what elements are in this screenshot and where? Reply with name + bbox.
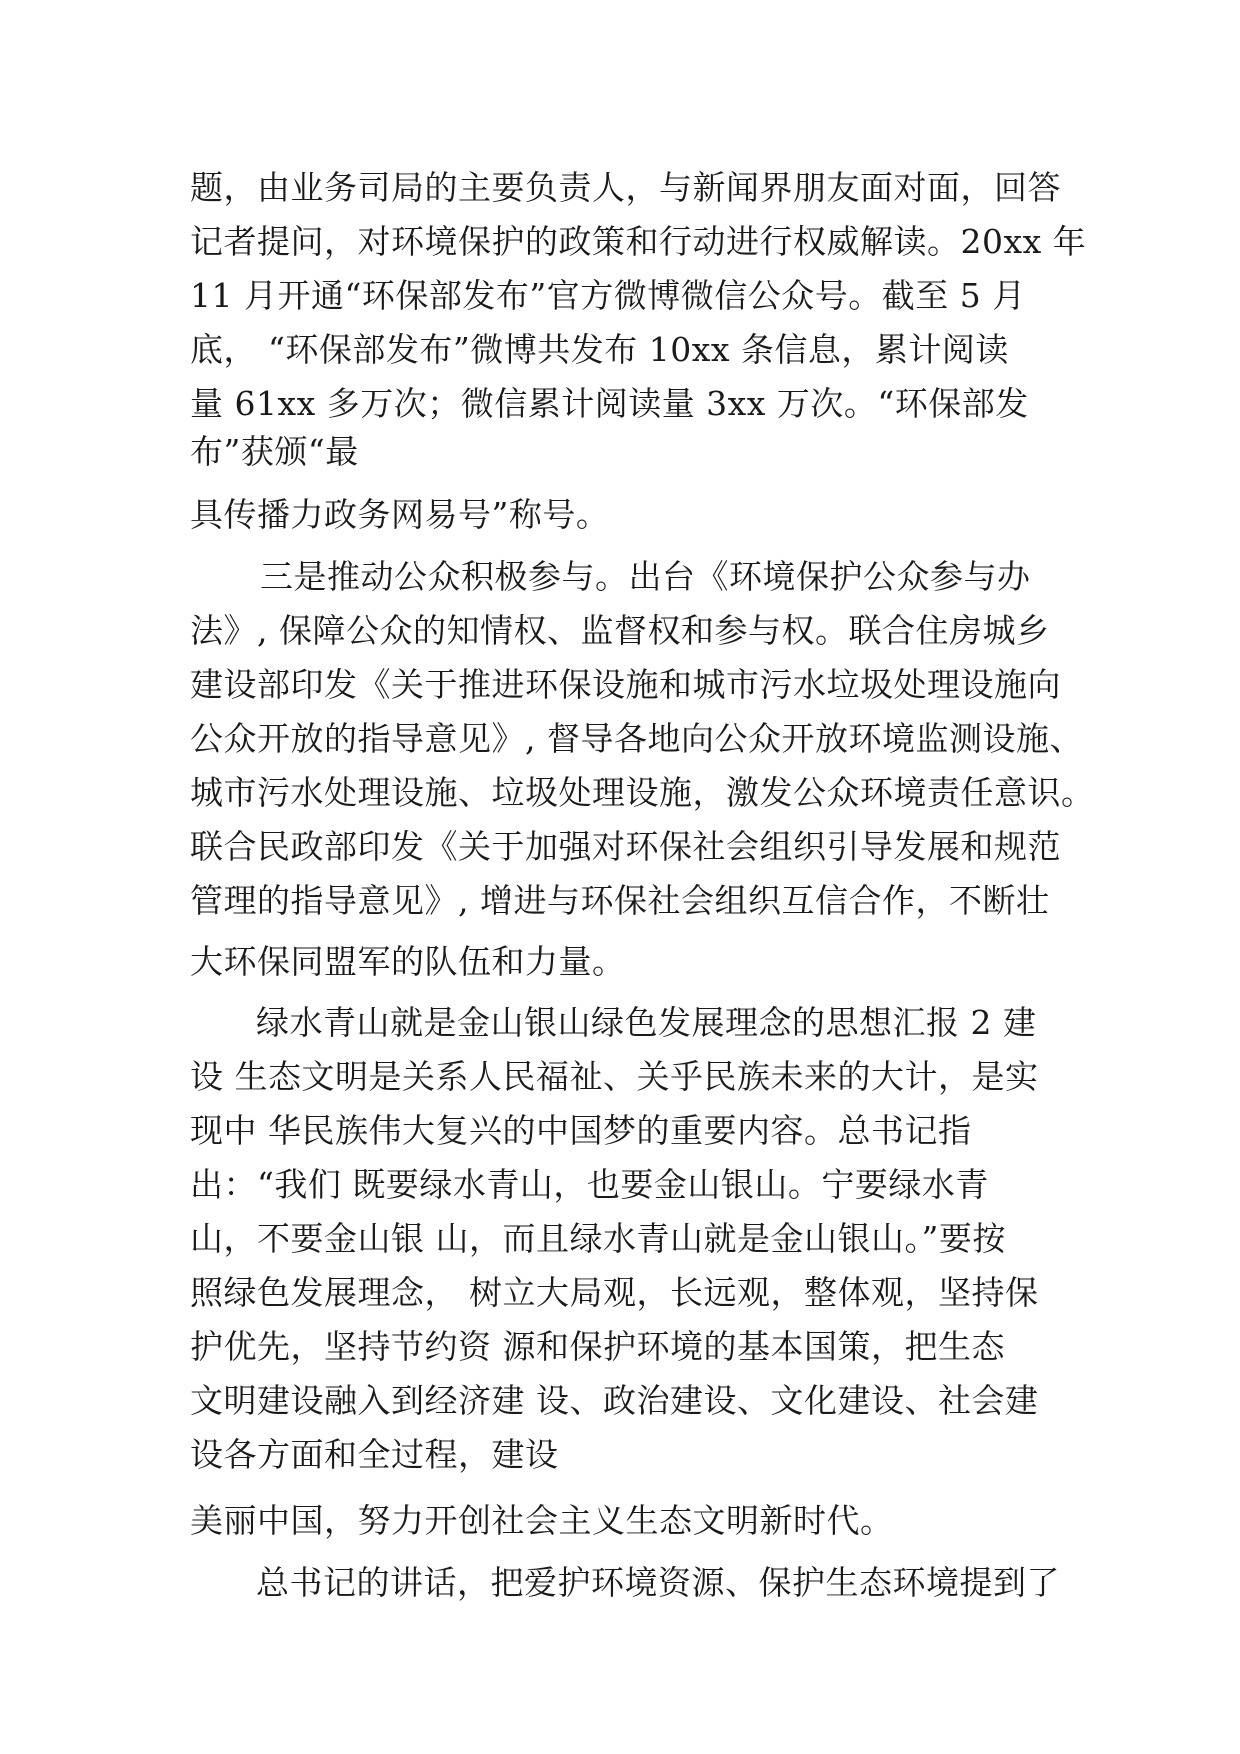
text-line: 建设部印发《关于推进环保设施和城市污水垃圾处理设施向 <box>190 665 1061 704</box>
text-line: 三是推动公众积极参与。出台《环境保护公众参与办 <box>260 557 1031 596</box>
text-line: 联合民政部印发《关于加强对环保社会组织引导发展和规范 <box>190 827 1061 866</box>
text-line: 管理的指导意见》, 增进与环保社会组织互信合作，不断壮 <box>190 881 1050 920</box>
text-line: 具传播力政务网易号”称号。 <box>190 495 610 534</box>
text-line: 文明建设融入到经济建 设、政治建设、文化建设、社会建 <box>190 1381 1039 1420</box>
text-line: 护优先，坚持节约资 源和保护环境的基本国策，把生态 <box>190 1327 1005 1366</box>
text-line: 出：“我们 既要绿水青山，也要金山银山。宁要绿水青 <box>190 1165 989 1204</box>
text-line: 设各方面和全过程，建设 <box>190 1435 559 1474</box>
text-line: 山，不要金山银 山，而且绿水青山就是金山银山。”要按 <box>190 1219 1006 1258</box>
text-line: 城市污水处理设施、垃圾处理设施，激发公众环境责任意识。 <box>190 773 1095 812</box>
text-line: 绿水青山就是金山银山绿色发展理念的思想汇报 2 建 <box>256 1003 1037 1042</box>
text-line: 11 月开通“环保部发布”官方微博微信公众号。截至 5 月 <box>190 276 1026 315</box>
text-line: 记者提问，对环境保护的政策和行动进行权威解读。20xx 年 <box>190 222 1087 261</box>
text-line: 公众开放的指导意见》, 督导各地向公众开放环境监测设施、 <box>190 719 1083 758</box>
text-line: 美丽中国，努力开创社会主义生态文明新时代。 <box>190 1501 894 1540</box>
text-line: 大环保同盟军的队伍和力量。 <box>190 942 626 981</box>
text-line: 法》, 保障公众的知情权、监督权和参与权。联合住房城乡 <box>190 611 1050 650</box>
text-line: 照绿色发展理念， 树立大局观，长远观，整体观，坚持保 <box>190 1273 1039 1312</box>
text-line: 设 生态文明是关系人民福祉、关乎民族未来的大计，是实 <box>190 1057 1039 1096</box>
text-line: 总书记的讲话，把爱护环境资源、保护生态环境提到了 <box>256 1563 1060 1602</box>
text-line: 底， “环保部发布”微博共发布 10xx 条信息，累计阅读 <box>190 330 1009 369</box>
text-line: 布”获颁“最 <box>190 432 359 471</box>
text-line: 现中 华民族伟大复兴的中国梦的重要内容。总书记指 <box>190 1111 972 1150</box>
text-line: 量 61xx 多万次；微信累计阅读量 3xx 万次。“环保部发 <box>190 384 1029 423</box>
text-line: 题，由业务司局的主要负责人，与新闻界朋友面对面，回答 <box>190 168 1061 207</box>
